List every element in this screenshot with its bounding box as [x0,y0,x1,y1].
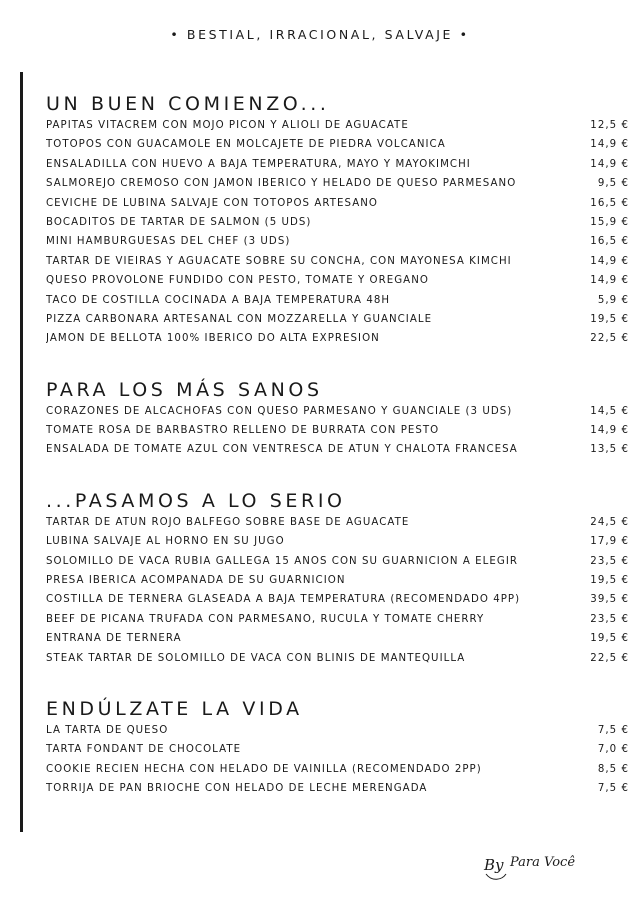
svg-text:Para Você: Para Você [510,855,576,870]
menu-item-name: TARTA FONDANT DE CHOCOLATE [46,744,242,756]
menu-section [46,697,629,803]
menu-item-name: TOTOPOS CON GUACAMOLE EN MOLCAJETE DE PIEDRA VOLCÁNICA [46,139,446,151]
menu-section [46,489,629,672]
menu-item-name: COOKIE RECIÉN HECHA CON HELADO DE VAINILLA (RECOMENDADO 2PP) [46,763,482,775]
menu-item-name: TORRIJA DE PAN BRIOCHE CON HELADO DE LECHE MERENGADA [46,783,428,795]
menu-item-price: 19,5 € [590,313,629,325]
menu-item [46,633,629,652]
menu-item-price: 22,5 € [590,652,629,664]
menu-item [46,556,629,575]
menu-item [46,744,629,763]
menu-item [46,178,629,197]
menu-item-name: TACO DE COSTILLA COCINADA A BAJA TEMPERATURA 48H [46,294,391,306]
menu-item-price: 7,0 € [597,744,629,756]
menu-item [46,198,629,217]
svg-text:By: By [484,856,504,874]
section-title: PARA LOS MÁS SANOS [46,378,323,401]
menu-item [46,295,629,314]
menu-item-name: ENTRAÑA DE TERNERA [46,633,182,645]
menu-tagline: • BESTIAL, IRRACIONAL, SALVAJE • [170,27,470,42]
menu-item [46,764,629,783]
menu-item-name: TARTAR DE VIEIRAS Y AGUACATE SOBRE SU CONCHA, CON MAYONESA KIMCHI [46,255,512,267]
menu-item-price: 14,9 € [590,139,629,151]
menu-item-name: STEAK TARTAR DE SOLOMILLO DE VACA CON BLINIS DE MANTEQUILLA [46,652,466,664]
menu-item-price: 16,5 € [590,236,629,248]
menu-item [46,725,629,744]
menu-item [46,653,629,672]
menu-item-price: 14,9 € [590,425,629,437]
menu-item-price: 22,5 € [590,333,629,345]
menu-item-name: COSTILLA DE TERNERA GLASEADA A BAJA TEMPERATURA (RECOMENDADO 4PP) [46,594,521,606]
menu-item-name: TOMATE ROSA DE BARBASTRO RELLENO DE BURRATA CON PESTO [46,425,440,437]
section-title: ...PASAMOS A LO SERIO [46,489,346,512]
menu-item [46,536,629,555]
menu-item-name: LUBINA SALVAJE AL HORNO EN SU JUGO [46,536,285,548]
menu-item [46,120,629,139]
menu-item-price: 7,5 € [597,724,629,736]
menu-item [46,594,629,613]
menu-item [46,256,629,275]
menu-item [46,425,629,444]
menu-item-name: PAPITAS VITACREM CON MOJO PICÓN Y ALIOLI DE AGUACATE [46,120,409,131]
menu-item-name: PIZZA CARBONARA ARTESANAL CON MOZZARELLA Y GUANCIALE [46,313,433,325]
menu-item-name: ENSALADILLA CON HUEVO A BAJA TEMPERATURA, MAYO Y MAYOKIMCHI [46,158,471,170]
menu-item-name: SOLOMILLO DE VACA RUBIA GALLEGA 15 AÑOS CON SU GUARNICIÓN A ELEGIR [46,555,519,567]
menu-item-price: 7,5 € [597,783,629,795]
menu-item-name: ENSALADA DE TOMATE AZUL CON VENTRESCA DE ATÚN Y CHALOTA FRANCESA [46,444,518,456]
menu-item-name: BOCADITOS DE TARTAR DE SALMÓN (5 UDS) [46,216,312,228]
menu-item-name: SALMOREJO CREMOSO CON JAMON IBÉRICO Y HELADO DE QUESO PARMESANO [46,178,517,190]
menu-item-price: 24,5 € [590,516,629,528]
section-title: ENDÚLZATE LA VIDA [46,697,303,720]
menu-item [46,275,629,294]
menu-section [46,92,629,353]
menu-item [46,333,629,352]
menu-item [46,139,629,158]
menu-list [46,92,629,828]
menu-item-name: JAMÓN DE BELLOTA 100% IBÉRICO DO ALTA EXPRESIÓN [46,333,380,345]
menu-item [46,444,629,463]
menu-section [46,378,629,464]
menu-item-price: 5,9 € [597,294,629,306]
menu-item-name: PRESA IBÉRICA ACOMPAÑADA DE SU GUARNICIÓN [46,575,346,587]
menu-item-price: 15,9 € [590,216,629,228]
menu-item-price: 16,5 € [590,197,629,209]
menu-item-price: 14,5 € [590,405,629,417]
menu-item-price: 8,5 € [597,763,629,775]
menu-item-price: 19,5 € [590,575,629,587]
section-title: UN BUEN COMIENZO... [46,93,330,115]
menu-item-price: 23,5 € [590,555,629,567]
signature-logo [482,844,602,884]
menu-item-price: 13,5 € [590,444,629,456]
menu-item [46,217,629,236]
menu-item [46,517,629,536]
menu-item-price: 14,9 € [590,275,629,287]
menu-item-name: TARTAR DE ATÚN ROJO BALFEGÓ SOBRE BASE DE AGUACATE [46,516,410,528]
menu-item [46,614,629,633]
menu-item-price: 12,5 € [590,120,629,131]
menu-item [46,159,629,178]
menu-item-price: 23,5 € [590,613,629,625]
signature-graphic [482,844,602,884]
menu-item-price: 39,5 € [590,594,629,606]
menu-item-price: 9,5 € [597,178,629,190]
menu-item-name: QUESO PROVOLONE FUNDIDO CON PESTO, TOMATE Y ORÉGANO [46,275,429,287]
menu-item [46,783,629,802]
menu-item-price: 14,9 € [590,158,629,170]
menu-item-price: 14,9 € [590,255,629,267]
menu-item-price: 17,9 € [590,536,629,548]
menu-item-price: 19,5 € [590,633,629,645]
menu-item-name: CEVICHE DE LUBINA SALVAJE CON TOTOPOS ARTESANO [46,197,378,209]
menu-item-name: BEEF DE PICAÑA TRUFADA CON PARMESANO, RUCULA Y TOMATE CHERRY [46,613,485,625]
menu-item [46,314,629,333]
menu-item [46,406,629,425]
menu-item [46,236,629,255]
menu-item-name: MINI HAMBURGUESAS DEL CHEF (3 UDS) [46,236,291,248]
menu-item-name: LA TARTA DE QUESO [46,724,169,736]
left-vertical-rule [20,72,23,832]
menu-item [46,575,629,594]
menu-item-name: CORAZONES DE ALCACHOFAS CON QUESO PARMESANO Y GUANCIALE (3 UDS) [46,405,513,417]
